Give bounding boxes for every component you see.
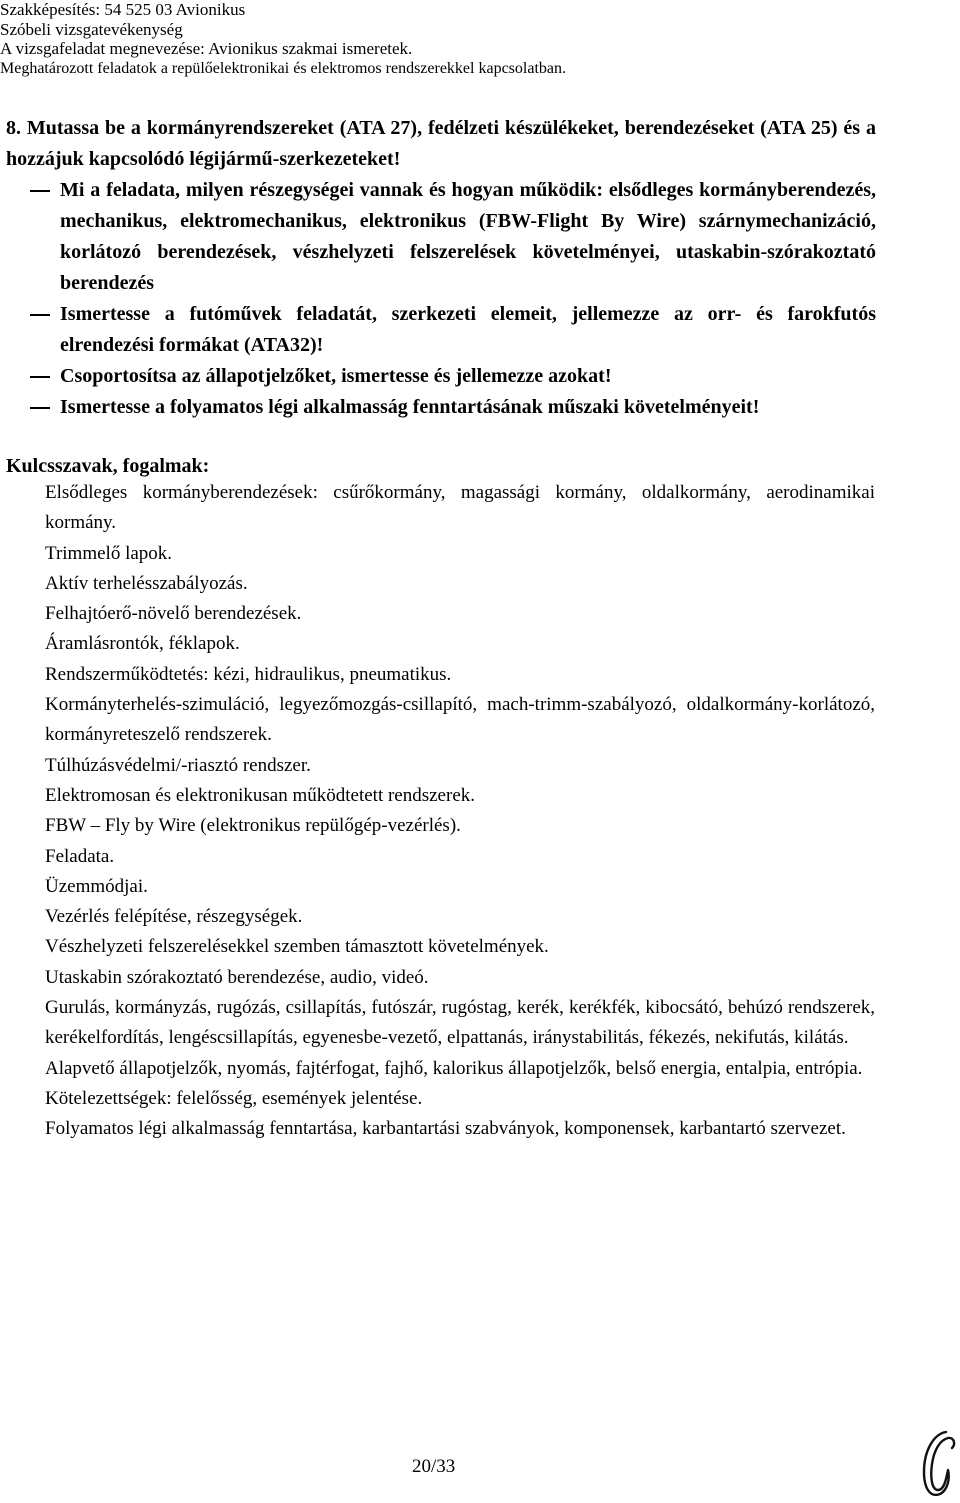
keyword-item: Folyamatos légi alkalmasság fenntartása, karbantartási szabványok, komponensek, karbantartó szervezet. — [45, 1118, 846, 1140]
handwritten-signature-icon — [910, 1420, 960, 1503]
dash-bullet — [30, 190, 50, 192]
question-item-text: Ismertesse a futóművek feladatát, szerkezeti elemeit, jellemezze az orr- és farokfutós elrendezési formákat (ATA32)! — [60, 303, 876, 356]
header-qualification: Szakképesítés: 54 525 03 Avionikus — [0, 0, 246, 19]
question-item — [6, 175, 876, 299]
document-header — [0, 0, 700, 78]
keyword-item: Elsődleges kormányberendezések: csűrőkormány, magassági kormány, oldalkormány, aerodinamikai kormány. — [45, 482, 875, 534]
keyword-item: FBW – Fly by Wire (elektronikus repülőgép-vezérlés). — [45, 815, 461, 837]
exam-question — [6, 113, 876, 423]
keyword-item: Kormányterhelés-szimuláció, legyezőmozgás-csillapító, mach-trimm-szabályozó, oldalkormány-korlátozó, kormányreteszelő rendszerek. — [45, 694, 875, 746]
keyword-item: Túlhúzásvédelmi/-riasztó rendszer. — [45, 754, 311, 776]
keyword-item: Utaskabin szórakoztató berendezése, audio, videó. — [45, 966, 429, 988]
keyword-item: Alapvető állapotjelzők, nyomás, fajtérfogat, fajhő, kalorikus állapotjelzők, belső energia, entalpia, entrópia. — [45, 1057, 863, 1079]
dash-bullet — [30, 376, 50, 378]
question-item — [6, 299, 876, 361]
question-item-text: Csoportosítsa az állapotjelzőket, ismertesse és jellemezze azokat! — [60, 365, 612, 387]
dash-bullet — [30, 314, 50, 316]
keyword-item: Gurulás, kormányzás, rugózás, csillapítás, futószár, rugóstag, kerék, kerékfék, kibocsátó, behúzó rendszerek, kerékelfordítás, lengéscsillapítás, egyenesbe-vezető, elpattanás, iránystabilitás, fékezés, nekifutás, kilátás. — [45, 997, 875, 1049]
question-title: 8. Mutassa be a kormányrendszereket (ATA 27), fedélzeti készülékeket, berendezéseket (ATA 25) és a hozzájuk kapcsolódó légijármű-szerkezeteket! — [6, 117, 876, 170]
header-exam-activity: Szóbeli vizsgatevékenység — [0, 19, 183, 39]
dash-bullet — [30, 407, 50, 409]
keyword-item: Felhajtóerő-növelő berendezések. — [45, 603, 302, 625]
page-number: 20/33 — [412, 1456, 456, 1477]
question-item-text: Ismertesse a folyamatos légi alkalmasság fenntartásának műszaki követelményeit! — [60, 396, 760, 418]
keyword-item: Trimmelő lapok. — [45, 542, 173, 564]
keyword-item: Vészhelyzeti felszerelésekkel szemben támasztott követelmények. — [45, 936, 549, 958]
keyword-item: Aktív terhelésszabályozás. — [45, 572, 248, 594]
keyword-item: Üzemmódjai. — [45, 875, 148, 897]
keyword-item: Rendszerműködtetés: kézi, hidraulikus, pneumatikus. — [45, 663, 452, 685]
question-item — [6, 392, 876, 423]
keyword-item: Áramlásrontók, féklapok. — [45, 633, 240, 655]
header-task-scope: Meghatározott feladatok a repülőelektronikai és elektromos rendszerekkel kapcsolatban. — [0, 59, 566, 77]
keyword-item: Feladata. — [45, 845, 115, 867]
keywords-list — [45, 478, 875, 1145]
question-item-text: Mi a feladata, milyen részegységei vannak és hogyan működik: elsődleges kormányberendezés, mechanikus, elektromechanikus, elektronikus (FBW-Flight By Wire) szárnymechanizáció, korlátozó berendezések, vészhelyzeti felszerelések követelményei, utaskabin-szórakoztató berendezés — [60, 179, 876, 294]
keyword-item: Kötelezettségek: felelősség, események jelentése. — [45, 1087, 423, 1109]
question-item — [6, 361, 876, 392]
keyword-item: Elektromosan és elektronikusan működtetett rendszerek. — [45, 784, 476, 806]
keyword-item: Vezérlés felépítése, részegységek. — [45, 906, 303, 928]
keywords-heading: Kulcsszavak, fogalmak: — [6, 455, 210, 477]
header-exam-task: A vizsgafeladat megnevezése: Avionikus szakmai ismeretek. — [0, 39, 413, 58]
